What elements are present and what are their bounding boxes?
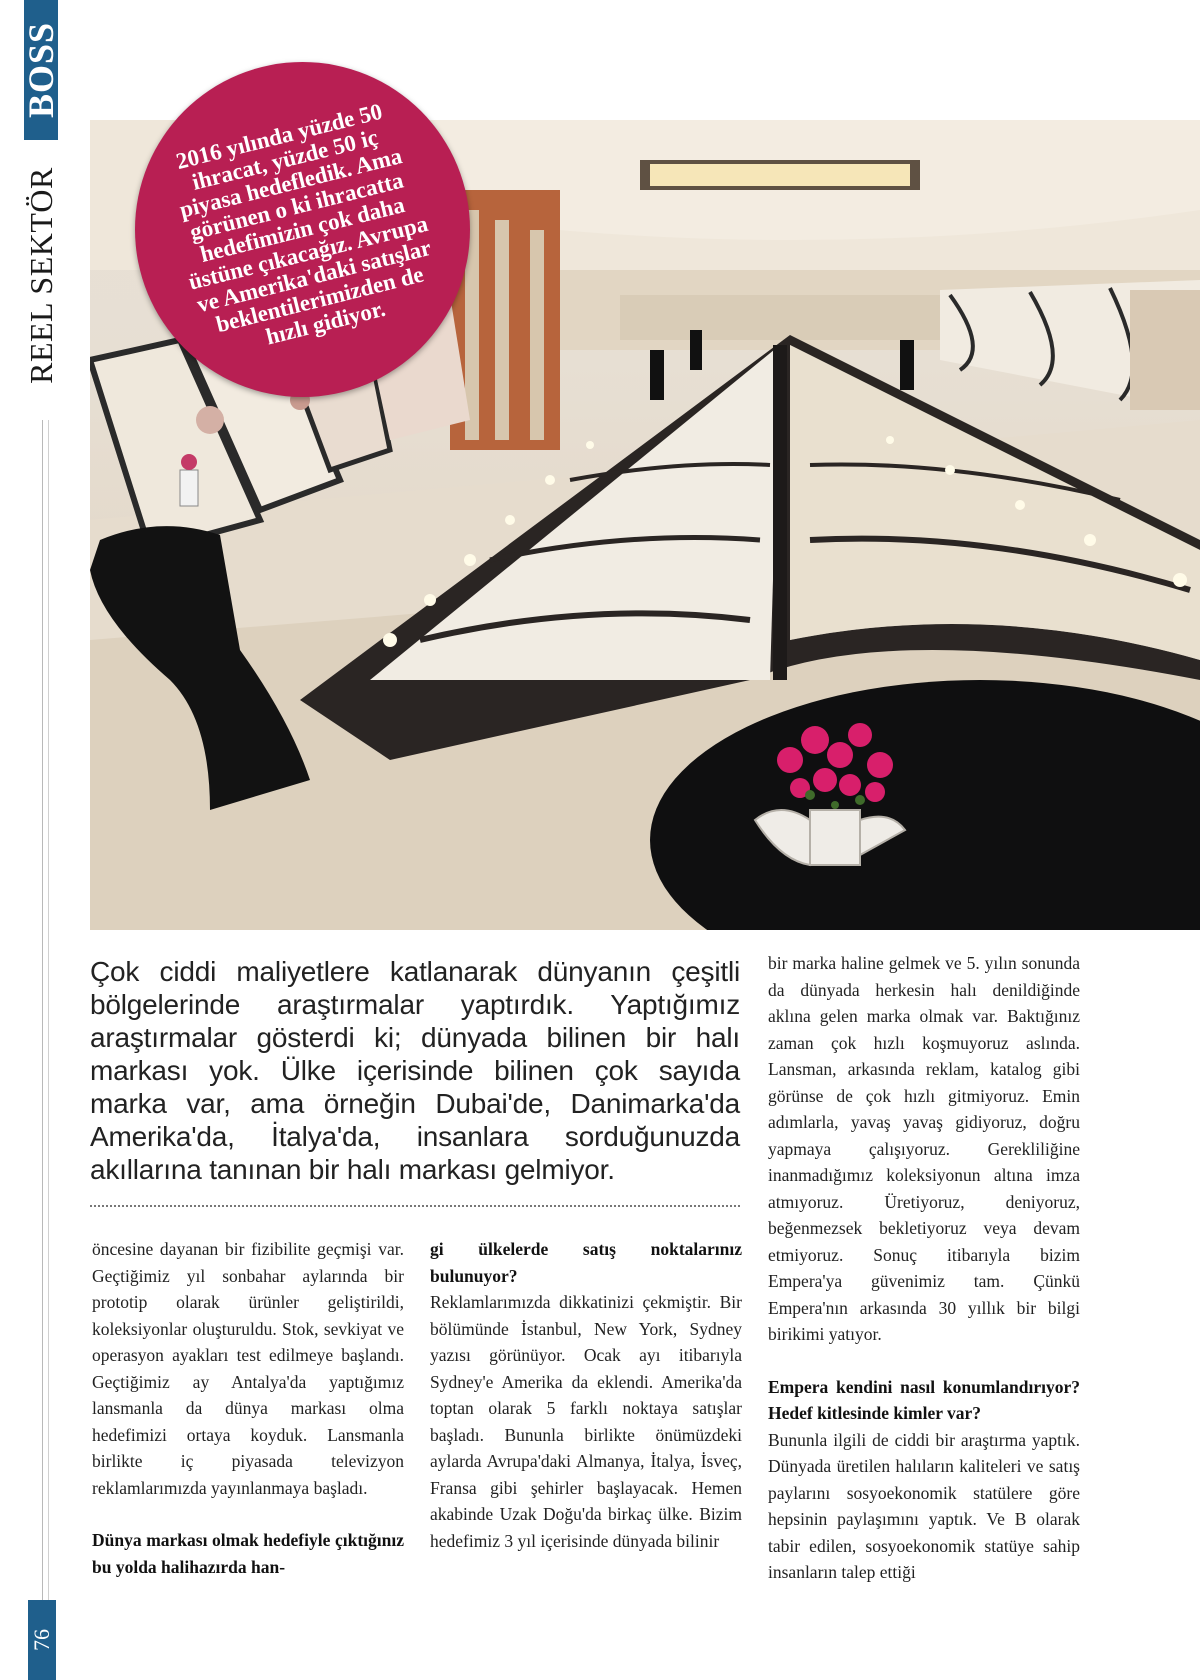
- sidebar-rule: [42, 420, 43, 1620]
- quote-callout: [135, 62, 470, 397]
- interview-question: gi ülkelerde satış noktalarınız bulunuyor?: [430, 1239, 742, 1286]
- lead-paragraph: Çok ciddi maliyetlere katlanarak dünyanın çeşitli bölgelerinde araştırmalar yaptırdık. Yaptığımız araştırmalar gösterdi ki; dünyada bilinen bir halı markası yok. Ülke içerisinde bilinen çok sayıda marka var, ama örneğin Dubai'de, Danimarka'da Amerika'da, İtalya'da, insanlara sorduğunuzda akıllarına tanınan bir halı markası gelmiyor.: [90, 956, 740, 1185]
- callout-text: 2016 yılında yüzde 50 ihracat, yüzde 50 iç piyasa hedefledik. Ama görünen o ki ihracatta hedefimizin çok daha üstüne çıkacağız. Avrupa ve Amerika'daki satışlar beklentilerimizden de hızlı gidiyor.: [173, 98, 434, 350]
- body-paragraph: Bununla ilgili de ciddi bir araştırma yaptık. Dünyada üretilen halıların kaliteleri ve satış paylarını sosyoekonomik statülere göre hepsinin paylaşımını yaptık. Ve B olarak tabir edilen, sosyoekonomik statüye sahip insanların talep ettiği: [768, 1429, 1080, 1582]
- dotted-divider: [90, 1205, 740, 1207]
- sidebar: [0, 0, 61, 1680]
- brand-tab: [21, 0, 61, 140]
- body-paragraph: Reklamlarımızda dikkatinizi çekmiştir. Bir bölümünde İstanbul, New York, Sydney yazısı görünüyor. Ocak ayı itibarıyla Sydney'e Amerika da eklendi. Amerika'da toptan olarak 5 farklı noktaya satışlar başladı. Bununla birlikte önümüzdeki aylarda Avrupa'daki Almanya, İtalya, İsveç, Fransa gibi şehirler başlayacak. Hemen akabinde Uzak Doğu'da birkaç ülke. Bizim hedefimiz 3 yıl içerisinde dünyada bilinir: [430, 1292, 742, 1551]
- section-label: [23, 150, 59, 400]
- interview-question: Empera kendini nasıl konumlandırıyor? Hedef kitlesinde kimler var?: [768, 1376, 1080, 1423]
- page-number-tab: [28, 1600, 56, 1680]
- sidebar-rule: [48, 420, 49, 1680]
- body-paragraph: bir marka haline gelmek ve 5. yılın sonunda da dünyada herkesin halı denildiğinde aklına gelen marka olmak var. Baktığınız zaman çok hızlı koşmuyoruz aslında. Lansman, arkasında reklam, katalog gibi görünse de çok hızlı gitmiyoruz. Emin adımlarla, yavaş yavaş gidiyoruz, doğru yapmaya çalışıyoruz. Gerekliliğine inanmadığımız koleksiyonun altına imza atmıyoruz. Üretiyoruz, deniyoruz, beğenmezsek bekletiyoruz veya devam etmiyoruz. Sonuç itibarıyla bizim Empera'ya güvenimiz tam. Çünkü Empera'nın arkasında 30 yıllık bir bilgi birikimi yatıyor.: [768, 953, 1080, 1344]
- text-column-2: [430, 1236, 742, 1554]
- body-paragraph: öncesine dayanan bir fizibilite geçmişi var. Geçtiğimiz yıl sonbahar aylarında bir prototip olarak ürünler geliştirildi, koleksiyonlar oluşturuldu. Stok, sevkiyat ve operasyon ayakları test edilmeye başlandı. Geçtiğimiz ay Antalya'da yaptığımız lansmanla da dünya markası olma hedefimizi ortaya koyduk. Lansmanla birlikte iç piyasada televizyon reklamlarımızda yayınlanmaya başladı.: [92, 1239, 404, 1498]
- page-number: 76: [29, 1629, 54, 1651]
- text-column-1: [92, 1236, 404, 1580]
- interview-question: Dünya markası olmak hedefiyle çıktığınız bu yolda halihazırda han-: [92, 1530, 404, 1577]
- text-column-3: [768, 950, 1080, 1586]
- brand-logo: BOSS: [21, 21, 61, 119]
- section-title: REEL SEKTÖR: [22, 166, 59, 384]
